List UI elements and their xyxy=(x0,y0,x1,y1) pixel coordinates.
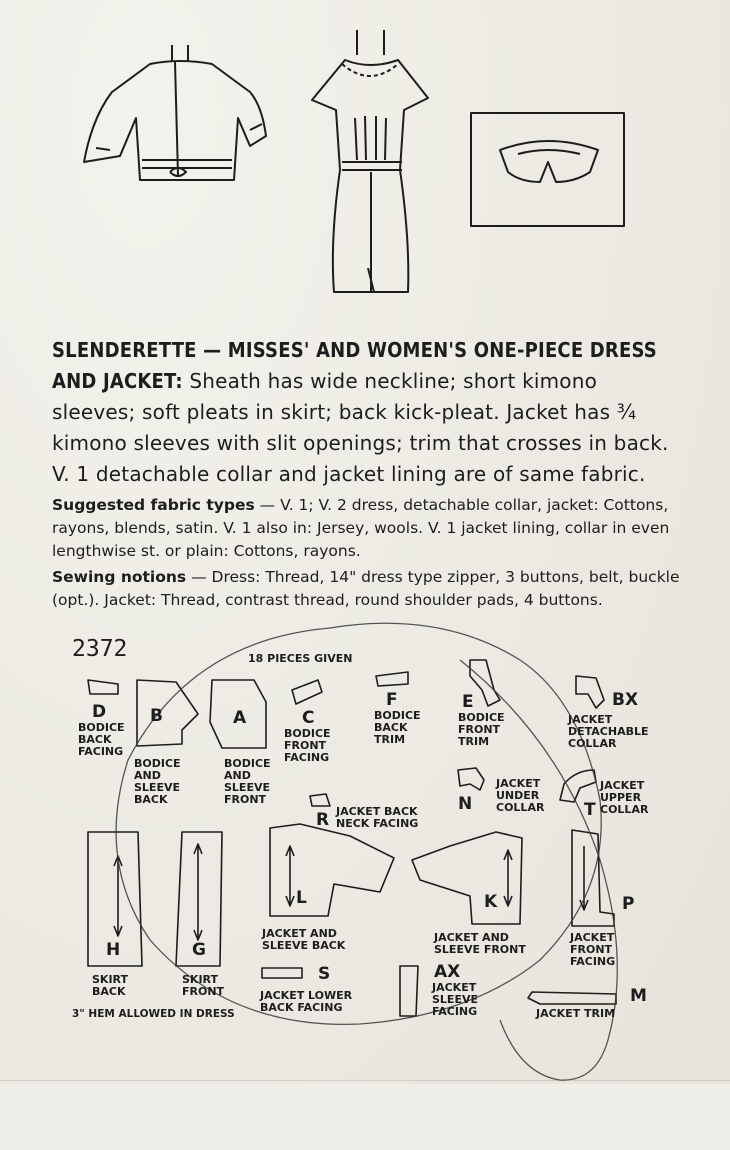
piece-b-shape xyxy=(137,680,198,746)
piece-label-h: SKIRT BACK xyxy=(92,973,129,998)
piece-letter-a: A xyxy=(233,708,247,728)
piece-s-shape xyxy=(262,968,302,978)
fabric-types-paragraph xyxy=(52,494,682,563)
piece-label-f: BODICE BACK TRIM xyxy=(374,709,421,746)
piece-ax-shape xyxy=(400,966,418,1016)
pattern-title: SLENDERETTE — MISSES' AND WOMEN'S ONE-PIECE DRESS AND JACKET: xyxy=(52,338,657,393)
piece-label-d: BODICE BACK FACING xyxy=(78,721,125,758)
hem-allowance-note: 3" HEM ALLOWED IN DRESS xyxy=(72,1008,235,1020)
piece-letter-d: D xyxy=(92,702,107,722)
piece-letter-p: P xyxy=(622,894,635,914)
piece-letter-s: S xyxy=(318,964,331,984)
piece-letter-e: E xyxy=(462,692,474,712)
piece-letter-b: B xyxy=(150,706,163,726)
piece-letter-m: M xyxy=(630,986,647,1006)
piece-k-shape xyxy=(412,832,522,924)
piece-c-shape xyxy=(292,680,322,704)
piece-letter-t: T xyxy=(584,800,596,820)
piece-letter-l: L xyxy=(296,888,307,908)
piece-label-g: SKIRT FRONT xyxy=(182,973,225,998)
piece-letter-c: C xyxy=(302,708,315,728)
piece-e-shape xyxy=(470,660,500,706)
piece-f-shape xyxy=(376,672,408,686)
piece-label-b: BODICE AND SLEEVE BACK xyxy=(134,757,181,806)
piece-label-m: JACKET TRIM xyxy=(536,1007,616,1020)
sewing-notions-label: Sewing notions xyxy=(52,568,187,586)
piece-letter-f: F xyxy=(386,690,398,710)
piece-label-e: BODICE FRONT TRIM xyxy=(458,711,505,748)
fabric-types-label: Suggested fabric types xyxy=(52,496,255,514)
piece-label-p: JACKET FRONT FACING xyxy=(570,931,616,968)
fabric-types-text: — V. 1; V. 2 dress, detachable collar, jacket: Cottons, rayons, blends, satin. V. 1 also in: Jersey, wools. V. 1 jacket lining, collar in even lengthwise st. or plain: Cottons, rayons. xyxy=(52,496,670,560)
piece-letter-n: N xyxy=(458,794,473,814)
sewing-notions-paragraph xyxy=(52,566,682,612)
dress-back-sketch xyxy=(312,30,428,292)
piece-label-ax: JACKET SLEEVE FACING xyxy=(432,981,478,1018)
piece-label-c: BODICE FRONT FACING xyxy=(284,727,331,764)
piece-label-bx: JACKET DETACHABLE COLLAR xyxy=(568,713,649,750)
pieces-given-label: 18 PIECES GIVEN xyxy=(248,652,353,665)
detachable-collar-box xyxy=(471,113,624,226)
piece-label-t: JACKET UPPER COLLAR xyxy=(600,779,649,816)
pattern-number: 2372 xyxy=(72,636,128,662)
piece-r-shape xyxy=(310,794,330,806)
piece-letter-r: R xyxy=(316,810,330,830)
pattern-summary: Sheath has wide neckline; short kimono sleeves; soft pleats in skirt; back kick-pleat. Jacket has ¾ kimono sleeves with slit openings; trim that crosses in back. V. 1 detachable collar and jacket lining are of same fabric. xyxy=(52,369,669,486)
piece-label-s: JACKET LOWER BACK FACING xyxy=(260,989,353,1014)
piece-label-r: JACKET BACK NECK FACING xyxy=(336,805,419,830)
piece-label-a: BODICE AND SLEEVE FRONT xyxy=(224,757,271,806)
piece-letter-k: K xyxy=(484,892,498,912)
jacket-back-sketch xyxy=(84,45,266,180)
piece-letter-ax: AX xyxy=(434,962,461,982)
piece-d-shape xyxy=(88,680,118,694)
piece-m-shape xyxy=(528,992,616,1004)
piece-letter-bx: BX xyxy=(612,690,639,710)
pattern-description xyxy=(52,335,682,490)
piece-label-l: JACKET AND SLEEVE BACK xyxy=(262,927,346,952)
piece-n-shape xyxy=(458,768,484,790)
piece-label-n: JACKET UNDER COLLAR xyxy=(496,777,545,814)
piece-letter-g: G xyxy=(192,940,206,960)
piece-bx-shape xyxy=(576,676,604,708)
piece-label-k: JACKET AND SLEEVE FRONT xyxy=(434,931,526,956)
sewing-notions-text: — Dress: Thread, 14" dress type zipper, 3 buttons, belt, buckle (opt.). Jacket: Thread, contrast thread, round shoulder pads, 4 buttons. xyxy=(52,568,680,609)
piece-letter-h: H xyxy=(106,940,121,960)
piece-t-shape xyxy=(560,770,596,802)
